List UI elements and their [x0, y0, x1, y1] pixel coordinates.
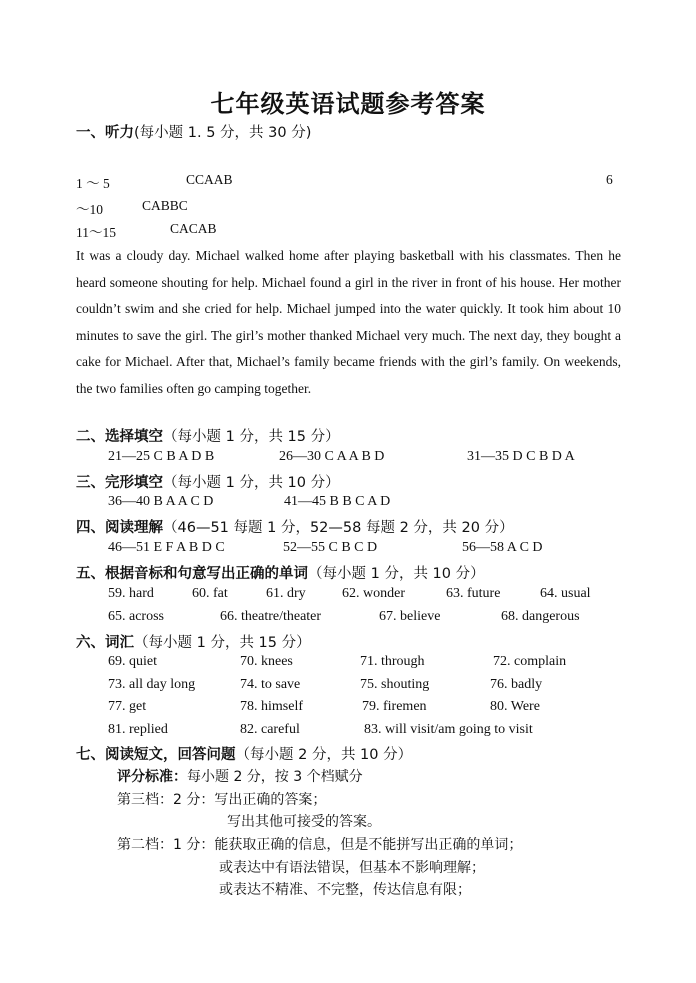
listening-range-2-end: ～10	[76, 202, 103, 217]
s6-item: 83. will visit/am going to visit	[364, 722, 533, 737]
s4-answers-b: 52—55 C B C D	[283, 540, 378, 555]
s6-item: 81. replied	[108, 722, 168, 737]
section-1-note: (每小题 1. 5 分，共 30 分)	[134, 125, 312, 141]
s6-item: 78. himself	[240, 699, 303, 714]
section-4-title: 四、阅读理解	[76, 520, 163, 536]
scoring-criteria-label: 评分标准：	[117, 769, 187, 785]
section-3-heading	[76, 471, 340, 492]
tier-2-text-2: 或表达中有语法错误，但基本不影响理解；	[219, 860, 485, 876]
section-3-note: （每小题 1 分，共 10 分）	[163, 475, 340, 491]
section-6-note: （每小题 1 分，共 15 分）	[134, 635, 311, 651]
s4-answers-a: 46—51 E F A B D C	[108, 540, 225, 555]
tier-3	[117, 789, 326, 809]
s2-answers-a: 21—25 C B A D B	[108, 449, 215, 464]
s4-answers-c: 56—58 A C D	[462, 540, 543, 555]
s6-item: 74. to save	[240, 677, 301, 692]
section-6-title: 六、词汇	[76, 635, 134, 651]
s6-item: 80. Were	[490, 699, 540, 714]
s6-item: 77. get	[108, 699, 147, 714]
s5-item: 67. believe	[379, 609, 441, 624]
tier-3-label: 第三档：	[117, 792, 173, 808]
s5-item: 68. dangerous	[501, 609, 580, 624]
page-title: 七年级英语试题参考答案	[210, 90, 486, 118]
tier-2-label: 第二档：	[117, 837, 173, 853]
s6-item: 82. careful	[240, 722, 300, 737]
scoring-criteria-text: 每小题 2 分，按 3 个档赋分	[187, 769, 363, 785]
s6-item: 75. shouting	[360, 677, 430, 692]
section-5-heading	[76, 562, 485, 583]
section-2-title: 二、选择填空	[76, 429, 163, 445]
scoring-criteria	[117, 766, 363, 786]
s5-item: 61. dry	[266, 586, 306, 601]
section-4-note: （46—51 每题 1 分，52—58 每题 2 分，共 20 分）	[163, 520, 514, 536]
section-2-note: （每小题 1 分，共 15 分）	[163, 429, 340, 445]
s6-item: 72. complain	[493, 654, 567, 669]
section-5-note: （每小题 1 分，共 10 分）	[308, 566, 485, 582]
section-7-note: （每小题 2 分，共 10 分）	[235, 747, 413, 763]
section-6-heading	[76, 631, 311, 652]
tier-2-text: 1 分：能获取正确的信息，但是不能拼写出正确的单词；	[173, 837, 523, 853]
tier-2	[117, 834, 522, 854]
s5-item: 65. across	[108, 609, 164, 624]
s6-item: 73. all day long	[108, 677, 196, 692]
tier-2-text-3: 或表达不精准、不完整，传达信息有限；	[219, 882, 471, 898]
s2-answers-c: 31—35 D C B D A	[467, 449, 575, 464]
section-7-heading	[76, 743, 412, 764]
s5-item: 64. usual	[540, 586, 591, 601]
s6-item: 76. badly	[490, 677, 543, 692]
listening-answers-3: CACAB	[170, 221, 217, 236]
s6-item: 71. through	[360, 654, 425, 669]
section-3-title: 三、完形填空	[76, 475, 163, 491]
listening-range-3: 11～15	[76, 225, 116, 240]
listening-answers-1: CCAAB	[186, 172, 233, 187]
listening-range-1: 1 ～ 5	[76, 176, 110, 191]
section-4-heading	[76, 516, 514, 537]
s3-answers-a: 36—40 B A A C D	[108, 494, 214, 509]
s5-item: 63. future	[446, 586, 501, 601]
section-1-heading	[76, 121, 311, 142]
s6-item: 70. knees	[240, 654, 293, 669]
section-7-title: 七、阅读短文，回答问题	[76, 747, 236, 763]
s5-item: 59. hard	[108, 586, 154, 601]
tier-3-text: 2 分：写出正确的答案；	[173, 792, 327, 808]
s5-item: 62. wonder	[342, 586, 405, 601]
section-5-title: 五、根据音标和句意写出正确的单词	[76, 566, 308, 582]
s3-answers-b: 41—45 B B C A D	[284, 494, 391, 509]
tier-3-text-2: 写出其他可接受的答案。	[227, 814, 381, 830]
s6-item: 69. quiet	[108, 654, 157, 669]
section-2-heading	[76, 425, 340, 446]
listening-answers-2: CABBC	[142, 198, 188, 213]
s5-item: 66. theatre/theater	[220, 609, 322, 624]
listening-passage: It was a cloudy day. Michael walked home after playing basketball with his classmates. Then he heard someone shouting for help. Michael found a girl in the river in front of his house. Her mother couldn’t swim and she cried for help. Michael jumped into the water quickly. It took him about 10 minutes to save the girl. The girl’s mother thanked Michael very much. The next day, they bought a cake for Michael. After that, Michael’s family became friends with the girl’s family. On weekends, the two families often go camping together.	[76, 248, 621, 396]
section-1-title: 一、听力	[76, 125, 134, 141]
s6-item: 79. firemen	[362, 699, 427, 714]
s5-item: 60. fat	[192, 586, 228, 601]
s2-answers-b: 26—30 C A A B D	[279, 449, 385, 464]
listening-range-2-start: 6	[606, 172, 613, 187]
